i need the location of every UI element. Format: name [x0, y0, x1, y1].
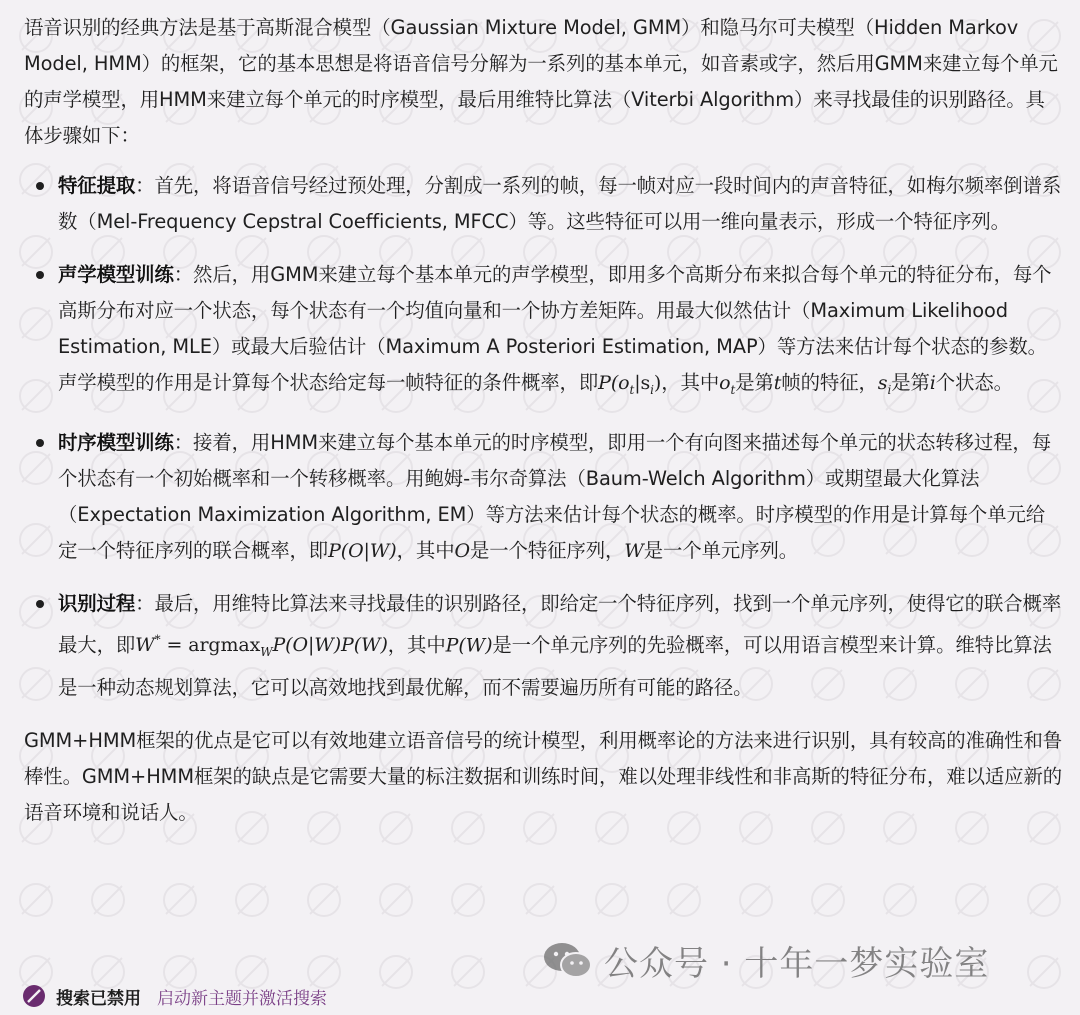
step-body: 首先，将语音信号经过预处理，分割成一系列的帧，每一帧对应一段时间内的声音特征，如梅尔频率倒谱系数（Mel-Frequency Cepstral Coefficients, MFCC）等。这些特征可以用一维向量表示，形成一个特征序列。 — [58, 174, 1062, 233]
message-content — [24, 10, 1064, 831]
step-sep: ： — [135, 591, 155, 615]
step-sep: ： — [135, 174, 155, 197]
search-status: 搜索已禁用 — [56, 988, 141, 1009]
list-item: 声学模型训练：然后，用GMM来建立每个基本单元的声学模型，即用多个高斯分布来拟合每个单元的特征分布，每个高斯分布对应一个状态，每个状态有一个均值向量和一个协方差矩阵。用最大似然估计（Maximum Likelihood Estimation, MLE）或最大后验估计（Maximum A Posteriori Estimation, MAP）等方法来估计每个状态的参数。声学模型的作用是计算每个状态给定每一帧特征的条件概率，即$P(o_t|s_i)$，其中$o_t$是第t帧的特征，$s_i$是第i个状态。 — [24, 257, 1064, 408]
math-symbol: $o_t$ — [719, 372, 736, 397]
math-symbol: W — [624, 539, 644, 562]
math-symbol: O — [454, 539, 470, 562]
step-body: 然后，用GMM来建立每个基本单元的声学模型，即用多个高斯分布来拟合每个单元的特征分布，每个高斯分布对应一个状态，每个状态有一个均值向量和一个协方差矩阵。用最大似然估计（Maximum Likelihood Estimation, MLE）或最大后验估计（Maximum A Posteriori Estimation, MAP）等方法来估计每个状态的参数。声学模型的作用是计算每个状态给定每一帧特征的条件概率，即 — [58, 263, 1052, 394]
bullet-dot — [36, 271, 44, 279]
activate-search-link[interactable]: 启动新主题并激活搜索 — [157, 988, 327, 1009]
conclusion-paragraph: GMM+HMM框架的优点是它可以有效地建立语音信号的统计模型，利用概率论的方法来进行识别，具有较高的准确性和鲁棒性。GMM+HMM框架的缺点是它需要大量的标注数据和训练时间，难以处理非线性和非高斯的特征分布，难以适应新的语音环境和说话人。 — [24, 728, 1063, 824]
bullet-dot — [36, 182, 44, 190]
search-disabled-icon — [22, 984, 46, 1008]
bullet-dot — [36, 439, 44, 447]
math-symbol: i — [929, 372, 936, 394]
step-sep: ： — [173, 263, 194, 286]
step-title: 声学模型训练 — [58, 263, 174, 286]
math-symbol: P(W) — [445, 634, 493, 657]
watermark-text: 公众号 · 十年一梦实验室 — [604, 943, 990, 984]
step-sep: ： — [173, 430, 194, 454]
step-body: 接着，用HMM来建立每个基本单元的时序模型，即用一个有向图来描述每个单元的状态转移过程，每个状态有一个初始概率和一个转移概率。用鲍姆-韦尔奇算法（Baum-Welch Algorithm）或期望最大化算法（Expectation Maximization Algorithm, EM）等方法来估计每个状态的概率。时序模型的作用是计算每个单元给定一个特征序列的联合概率，即 — [58, 430, 1051, 562]
list-item: 识别过程：最后，用维特比算法来寻找最佳的识别路径，即给定一个特征序列，找到一个单元序列，使得它的联合概率最大，即W* = argmax$_W$P(O|W)P(W)，其中P(W)是一个单元序列的先验概率，可以用语言模型来计算。维特比算法是一种动态规划算法，它可以高效地找到最优解，而不需要遍历所有可能的路径。 — [24, 586, 1064, 706]
watermark — [540, 936, 989, 984]
wechat-icon — [540, 940, 596, 980]
bullet-dot — [36, 600, 44, 608]
math-symbol: t — [773, 372, 782, 394]
footer-bar — [22, 982, 327, 1010]
steps-list — [24, 168, 1064, 706]
step-title: 特征提取 — [58, 174, 136, 197]
math-formula: P(O|W) — [328, 539, 397, 562]
step-body: 最后，用维特比算法来寻找最佳的识别路径，即给定一个特征序列，找到一个单元序列，使得它的联合概率最大，即 — [58, 591, 1062, 657]
intro-paragraph: 语音识别的经典方法是基于高斯混合模型（Gaussian Mixture Model, GMM）和隐马尔可夫模型（Hidden Markov Model, HMM）的框架，它的基本思想是将语音信号分解为一系列的基本单元，如音素或字，然后用GMM来建立每个单元的声学模型，用HMM来建立每个单元的时序模型，最后用维特比算法（Viterbi Algorithm）来寻找最佳的识别路径。具体步骤如下： — [24, 16, 1058, 147]
math-symbol: $s_i$ — [877, 372, 892, 397]
list-item — [24, 168, 1064, 240]
step-title: 时序模型训练 — [58, 430, 174, 454]
list-item: 时序模型训练：接着，用HMM来建立每个基本单元的时序模型，即用一个有向图来描述每个单元的状态转移过程，每个状态有一个初始概率和一个转移概率。用鲍姆-韦尔奇算法（Baum-Welch Algorithm）或期望最大化算法（Expectation Maximization Algorithm, EM）等方法来估计每个状态的概率。时序模型的作用是计算每个单元给定一个特征序列的联合概率，即P(O|W)，其中O是一个特征序列，W是一个单元序列。 — [24, 425, 1064, 569]
math-formula: $P(o_t|s_i)$ — [598, 372, 662, 397]
step-title: 识别过程 — [58, 591, 136, 615]
math-formula: W* = argmax$_W$P(O|W)P(W) — [135, 632, 388, 659]
